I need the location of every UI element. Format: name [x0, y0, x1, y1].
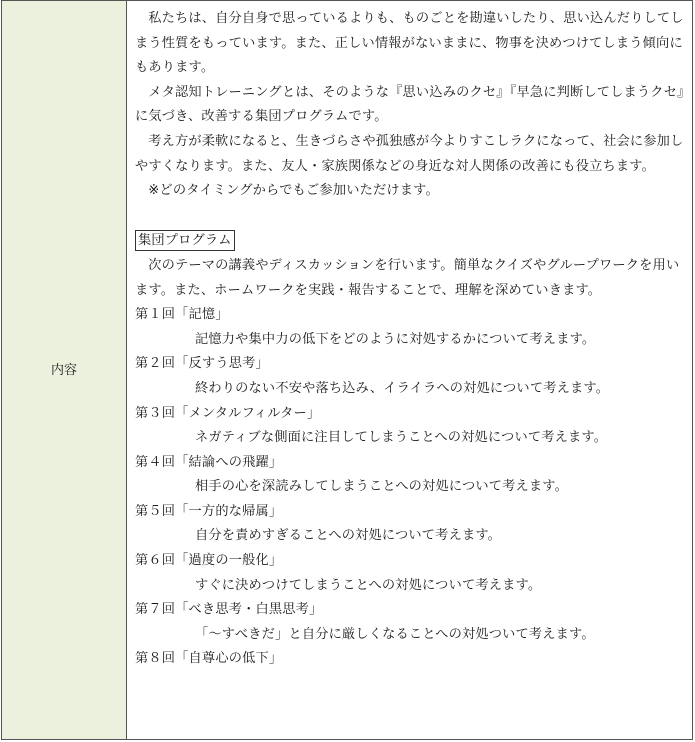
session-title: 第２回「反すう思考」: [135, 356, 269, 372]
row-label: 内容: [50, 363, 77, 378]
program-heading: 集団プログラム: [135, 230, 235, 251]
intro-paragraph-2: メタ認知トレーニングとは、そのような『思い込みのクセ』『早急に判断してしまうクセ』に気づき、改善する集団プログラムです。: [135, 84, 684, 125]
spacer: [135, 204, 684, 229]
session-description: 記憶力や集中力の低下をどのように対処するかについて考えます。: [195, 331, 596, 347]
intro-paragraph-3: 考え方が柔軟になると、生きづらさや孤独感が今よりすこしラクになって、社会に参加しやすくなります。また、友人・家族関係などの身近な対人関係の改善にも役立ちます。: [135, 133, 684, 174]
session-description: 「～すべきだ」と自分に厳しくなることへの対処ついて考えます。: [195, 626, 595, 642]
session-title: 第８回「自尊心の低下」: [135, 651, 283, 667]
session-title: 第６回「過度の一般化」: [135, 553, 283, 569]
note-paragraph: ※どのタイミングからでもご参加いただけます。: [148, 183, 439, 199]
session-description: 自分を責めすぎることへの対処について考えます。: [195, 528, 502, 544]
session-title: 第７回「べき思考・白黒思考」: [135, 602, 323, 618]
session-description: すぐに決めつけてしまうことへの対処について考えます。: [195, 577, 542, 593]
content-table: [1, 0, 693, 740]
program-intro: 次のテーマの講義やディスカッションを行います。簡単なクイズやグループワークを用います。また、ホームワークを実践・報告することで、理解を深めていきます。: [135, 257, 680, 298]
session-description: ネガティブな側面に注目してしまうことへの対処について考えます。: [195, 430, 608, 446]
session-title: 第４回「結論への飛躍」: [135, 454, 283, 470]
intro-paragraph-1: 私たちは、自分自身で思っているよりも、ものごとを勘違いしたり、思い込んだりしてしまう性質をもっています。また、正しい情報がないままに、物事を決めつけてしまう傾向にもあります。: [135, 11, 684, 76]
session-description: 相手の心を深読みしてしまうことへの対処について考えます。: [195, 479, 568, 495]
session-title: 第５回「一方的な帰属」: [135, 503, 283, 519]
session-description: 終わりのない不安や落ち込み、イライラへの対処について考えます。: [195, 380, 610, 396]
session-title: 第３回「メンタルフィルター」: [135, 405, 321, 421]
label-cell: [2, 1, 127, 739]
session-title: 第１回「記憶」: [135, 307, 229, 323]
content-cell: [127, 1, 692, 739]
